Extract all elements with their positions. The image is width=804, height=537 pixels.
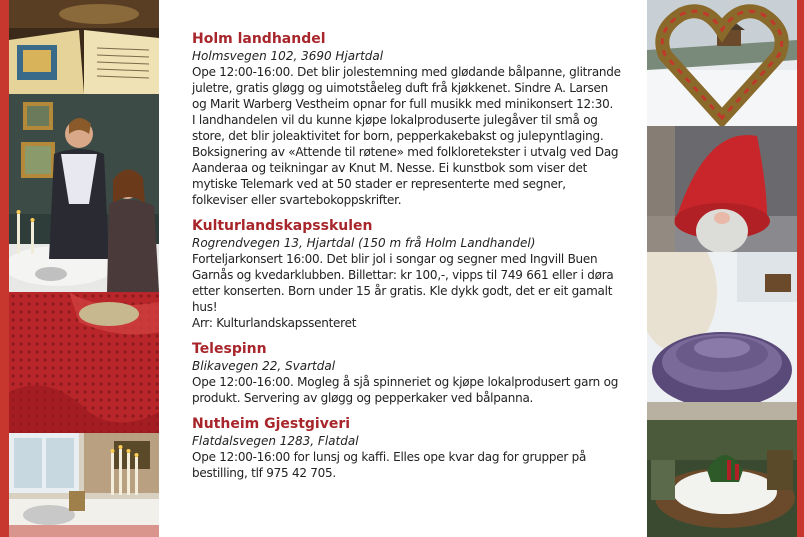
event-description: Ope 12:00-16:00. Det blir jolestemning med glødande bålpanne, glitrande juletre, gratis gløgg og uimotståeleg duft frå kjøkkenet. Sindre A. Larsen og Marit Warberg Vestheim opnar for full musikk med minikonsert 12:30. I landhandelen vil du kunne kjøpe lokalproduserte julegåver til små og store, det blir joleaktivitet for born, pepperkakebakst og julepyntlaging. Boksignering av «Attende til røtene» med folkloretekster i utvalg ved Dag Aanderaa og teikningar av Knut M. Nesse. Ei kunstbok som viser det mytiske Telemark ved at 50 stader er representerte med segner, folkeviser eller svartebokoppskrifter. xyxy=(192,65,621,207)
event-address: Rogrendvegen 13, Hjartdal (150 m frå Holm Landhandel) xyxy=(192,236,536,250)
event-title: Kulturlandskapsskulen xyxy=(192,218,373,234)
event-description: Ope 12:00-16:00. Mogleg å sjå spinneriet og kjøpe lokalprodusert garn og produkt. Servering av gløgg og pepperkaker ved bålpanna. xyxy=(192,375,619,405)
book-photo xyxy=(9,0,159,94)
tea-serving-photo xyxy=(9,94,159,292)
event-title: Nutheim Gjestgiveri xyxy=(192,416,351,432)
left-frame xyxy=(0,0,9,537)
event-description: Forteljarkonsert 16:00. Det blir jol i songar og segner med Ingvill Buen Garnås og kvedarklubben. Billettar: kr 100,-, vipps til 749 661 eller i døra etter konserten. Born under 15 år gratis. Kle dykk godt, det er eit gamalt hus! Arr: Kulturlandskapssenteret xyxy=(192,252,614,330)
event-title: Holm landhandel xyxy=(192,31,326,47)
felt-gnome-photo xyxy=(647,126,797,252)
event-list xyxy=(159,0,647,537)
event-title: Telespinn xyxy=(192,341,267,357)
dining-room-photo xyxy=(9,433,159,537)
straw-heart-photo xyxy=(647,0,797,126)
red-lace-photo xyxy=(9,292,159,433)
right-frame xyxy=(797,0,804,537)
event-entry xyxy=(192,217,623,331)
event-entry xyxy=(192,340,623,406)
christmas-table-photo xyxy=(647,420,797,537)
event-address: Holmsvegen 102, 3690 Hjartdal xyxy=(192,49,384,63)
event-description: Ope 12:00-16:00 for lunsj og kaffi. Elles ope kvar dag for grupper på bestilling, tlf 975 42 705. xyxy=(192,450,587,480)
yarn-photo xyxy=(647,252,797,420)
event-address: Blikavegen 22, Svartdal xyxy=(192,359,336,373)
event-address: Flatdalsvegen 1283, Flatdal xyxy=(192,434,359,448)
event-entry xyxy=(192,415,623,481)
event-entry xyxy=(192,30,623,208)
